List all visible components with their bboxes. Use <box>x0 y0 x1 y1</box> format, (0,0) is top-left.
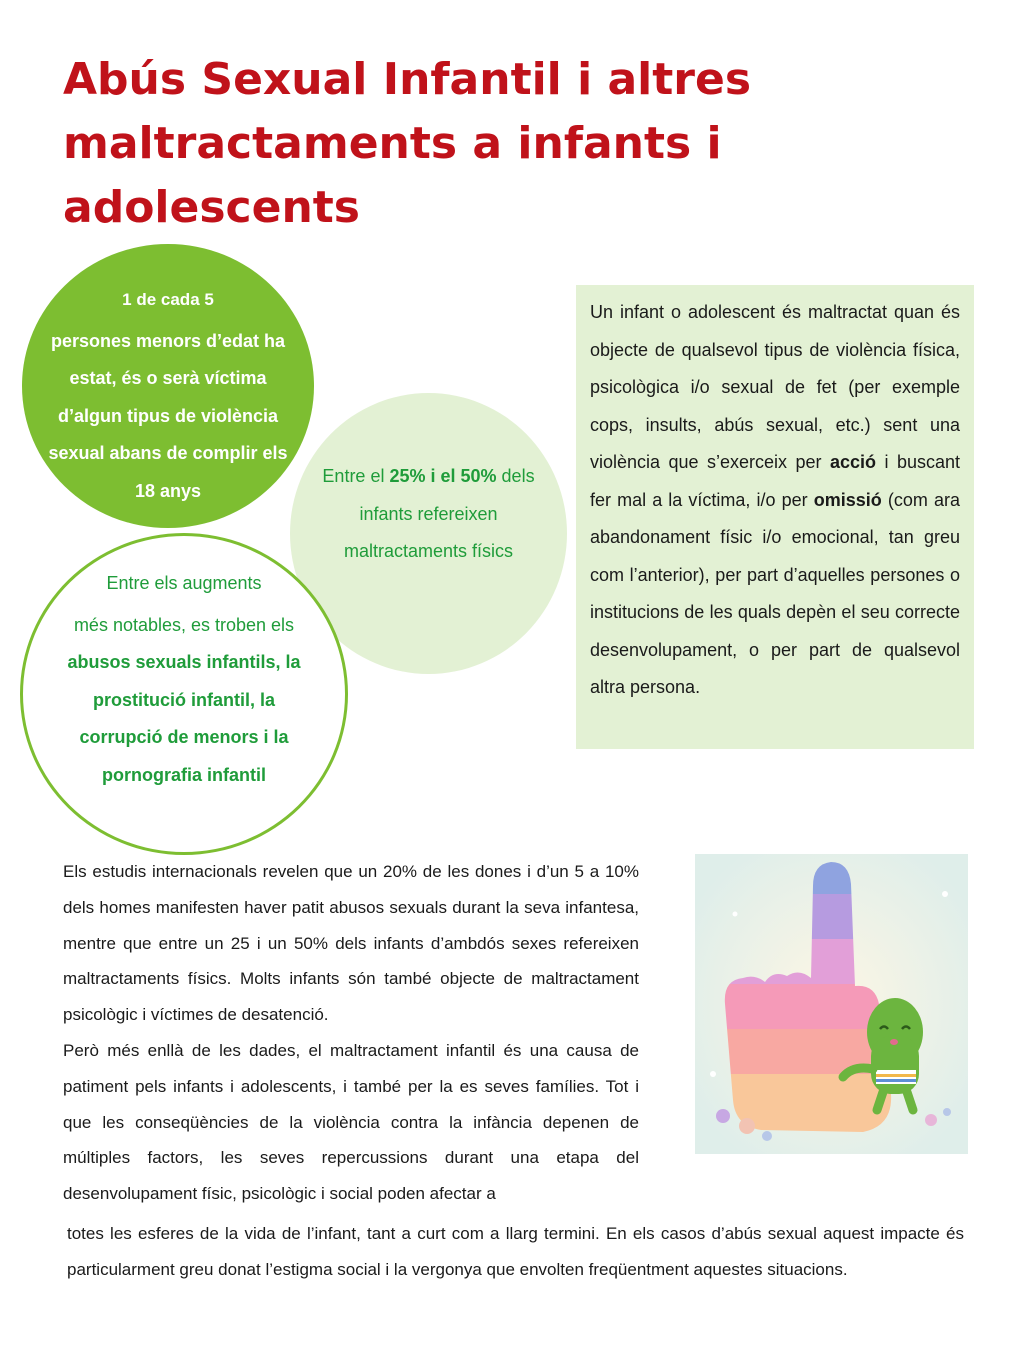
stat-headline: 1 de cada 5 <box>122 290 214 309</box>
stat-prefix: Entre el <box>322 466 390 486</box>
definition-term-omission: omissió <box>813 489 882 510</box>
definition-part: (com ara abandonament físic i/o emocional, tan greu com l’anterior), per part d’aquelles persones o institucions de les quals depèn el seu correcte desenvolupament, o per part de qualsevol altra persona. <box>590 489 960 697</box>
stat-description: persones menors d’edat ha estat, és o serà víctima d’algun tipus de violència sexual abans de complir els 18 anys <box>48 330 288 501</box>
stat-prefix: més notables, es troben els <box>73 614 295 635</box>
stat-circle-text <box>23 565 345 794</box>
stat-circle-one-in-five <box>22 244 314 528</box>
stat-circle-notable-increases <box>20 533 348 855</box>
stat-headline: Entre els augments <box>106 573 262 593</box>
body-paragraph: Els estudis internacionals revelen que un 20% de les dones i d’un 5 a 10% dels homes manifesten haver patit abusos sexuals durant la seva infantesa, mentre que entre un 25 i un 50% dels infants d’ambdós sexes refereixen maltractaments físics. Molts infants són també objecte de maltractament psicològic i víctimes de desatenció. <box>63 862 639 1025</box>
rainbow-hand-with-green-character-icon <box>695 854 968 1154</box>
stat-suffix: dels infants refereixen maltractaments físics <box>343 466 535 561</box>
rainbow-hand-illustration <box>695 854 968 1154</box>
definition-term-action: acció <box>829 452 877 472</box>
stat-circle-text <box>290 458 567 571</box>
body-text-column <box>63 854 639 1212</box>
stat-percent-range: 25% i el 50% <box>389 466 497 486</box>
page-title: Abús Sexual Infantil i altres maltractaments a infants i adolescents <box>63 54 752 233</box>
definition-box <box>576 285 974 749</box>
body-text-full-width <box>67 1216 964 1288</box>
definition-part: Un infant o adolescent és maltractat quan és objecte de qualsevol tipus de violència física, psicològica i/o sexual de fet (per exemple cops, insults, abús sexual, etc.) sent una violència que s’exerceix per <box>590 302 960 472</box>
body-paragraph: totes les esferes de la vida de l’infant, tant a curt com a llarg termini. En els casos d’abús sexual aquest impacte és particularment greu donat l’estigma social i la vergonya que envolten freqüentment aquestes situacions. <box>67 1224 964 1279</box>
definition-part: i buscant fer mal a la víctima, i/o per <box>590 452 960 510</box>
definition-text <box>590 294 960 707</box>
body-paragraph: Però més enllà de les dades, el maltractament infantil és una causa de patiment pels infants i adolescents, i també per la es seves famílies. Tot i que les conseqüències de la violència contra la infància depenen de múltiples factors, les seves repercussions durant una etapa del desenvolupament físic, psicològic i social poden afectar a <box>63 1040 639 1204</box>
stat-highlight: abusos sexuals infantils, la prostitució infantil, la corrupció de menors i la pornografia infantil <box>67 652 301 785</box>
stat-circle-text <box>22 281 314 510</box>
